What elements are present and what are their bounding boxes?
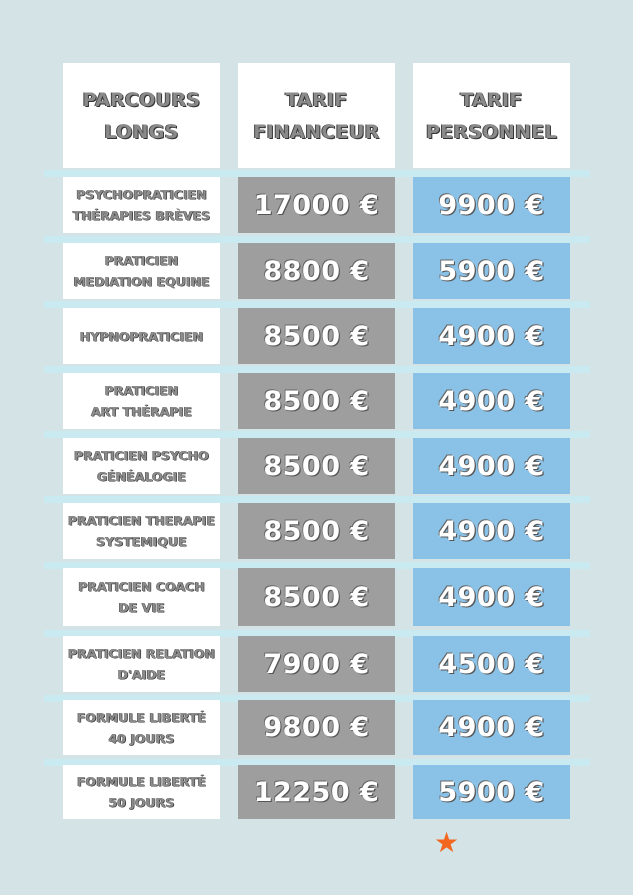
price-personnel: 9900 €: [413, 177, 570, 233]
price-financeur: 9800 €: [238, 700, 395, 755]
header-tarif-personnel: TARIF PERSONNEL: [413, 63, 570, 168]
row-label: PRATICIEN RELATION D'AIDE: [63, 636, 220, 692]
price-financeur: 8500 €: [238, 308, 395, 364]
price-personnel: 4900 €: [413, 503, 570, 559]
row-label: PRATICIEN THERAPIE SYSTEMIQUE: [63, 503, 220, 559]
price-personnel: 4500 €: [413, 636, 570, 692]
price-personnel: 4900 €: [413, 568, 570, 626]
row-label: FORMULE LIBERTÉ 40 JOURS: [63, 700, 220, 755]
divider-stripe: [44, 170, 590, 177]
header-parcours-longs: PARCOURS LONGS: [63, 63, 220, 168]
price-financeur: 8500 €: [238, 438, 395, 494]
price-financeur: 8500 €: [238, 568, 395, 626]
divider-stripe: [44, 496, 590, 503]
row-label: FORMULE LIBERTÉ 50 JOURS: [63, 765, 220, 819]
divider-stripe: [44, 431, 590, 438]
row-label: PRATICIEN COACH DE VIE: [63, 568, 220, 626]
price-financeur: 8500 €: [238, 503, 395, 559]
divider-stripe: [44, 366, 590, 373]
price-personnel: 4900 €: [413, 308, 570, 364]
price-financeur: 17000 €: [238, 177, 395, 233]
price-personnel: 4900 €: [413, 373, 570, 429]
price-personnel: 4900 €: [413, 700, 570, 755]
price-financeur: 8500 €: [238, 373, 395, 429]
price-personnel: 5900 €: [413, 243, 570, 299]
price-financeur: 8800 €: [238, 243, 395, 299]
row-label: PRATICIEN ART THÉRAPIE: [63, 373, 220, 429]
price-financeur: 7900 €: [238, 636, 395, 692]
header-tarif-financeur: TARIF FINANCEUR: [238, 63, 395, 168]
price-financeur: 12250 €: [238, 765, 395, 819]
price-personnel: 4900 €: [413, 438, 570, 494]
row-label: PRATICIEN PSYCHO GÉNÉALOGIE: [63, 438, 220, 494]
row-label: PRATICIEN MEDIATION EQUINE: [63, 243, 220, 299]
divider-stripe: [44, 236, 590, 243]
price-personnel: 5900 €: [413, 765, 570, 819]
row-label: PSYCHOPRATICIEN THÉRAPIES BRÈVES: [63, 177, 220, 233]
row-label: HYPNOPRATICIEN: [63, 308, 220, 364]
star-icon: ★: [434, 826, 460, 859]
divider-stripe: [44, 301, 590, 308]
